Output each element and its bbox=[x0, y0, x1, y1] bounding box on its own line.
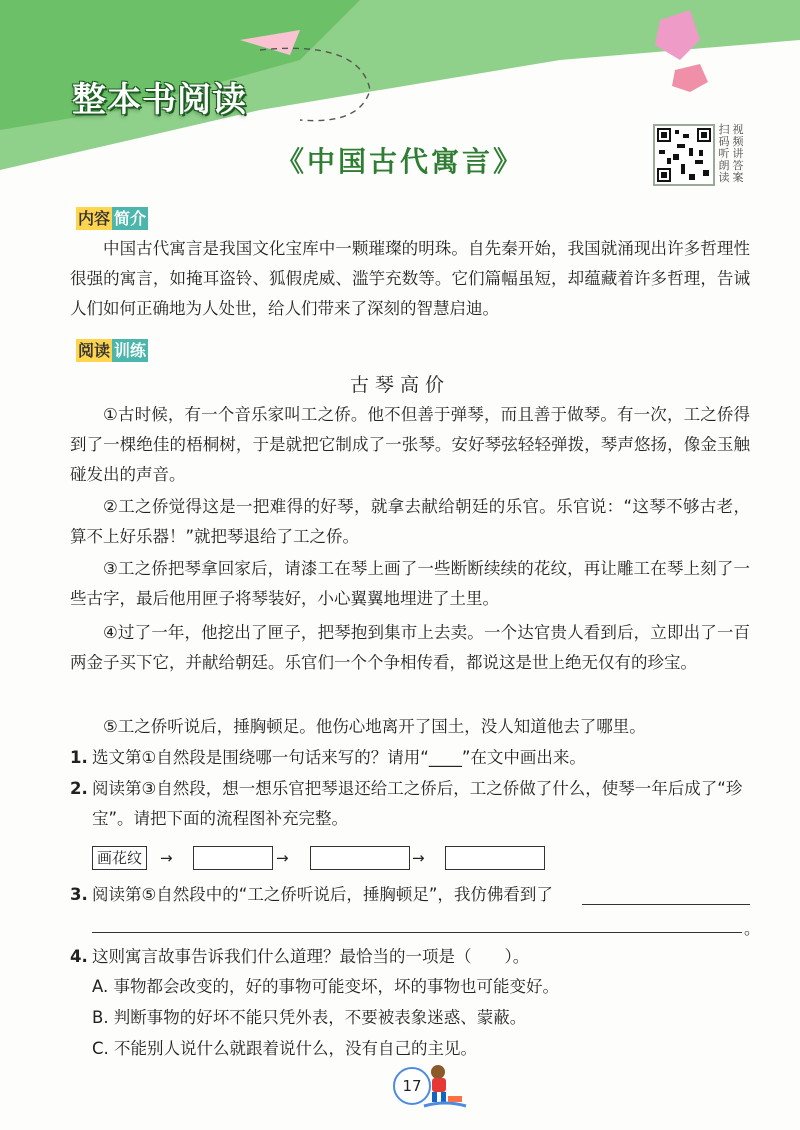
question-3 bbox=[70, 880, 760, 910]
training-tag-a: 阅读 bbox=[78, 341, 111, 360]
option-b[interactable]: B. 判断事物的好坏不能只凭外表，不要被表象迷惑、蒙蔽。 bbox=[92, 1008, 527, 1027]
mascot-icon bbox=[420, 1060, 470, 1110]
question-2 bbox=[70, 774, 760, 834]
flowchart-box-1: 画花纹 bbox=[92, 846, 147, 870]
question-1-number: 1. bbox=[70, 748, 88, 767]
intro-tag bbox=[70, 204, 154, 231]
flowchart-box-4[interactable] bbox=[445, 846, 545, 870]
option-c[interactable]: C. 不能别人说什么就跟着说什么，没有自己的主见。 bbox=[92, 1039, 478, 1058]
question-3-text: 阅读第⑤自然段中的“工之侨听说后，捶胸顿足”，我仿佛看到了 bbox=[92, 885, 553, 904]
flowchart-box-2[interactable] bbox=[193, 846, 273, 870]
question-1 bbox=[70, 743, 760, 773]
question-2-number: 2. bbox=[70, 779, 88, 798]
flowchart-arrow-1: → bbox=[160, 849, 173, 867]
question-1-text: 选文第①自然段是围绕哪一句话来写的？请用“____”在文中画出来。 bbox=[92, 748, 586, 767]
qr-label-1: 扫码听朗读 bbox=[718, 123, 730, 184]
question-4-number: 4. bbox=[70, 947, 88, 966]
story-paragraph-2: ②工之侨觉得这是一把难得的好琴，就拿去献给朝廷的乐官。乐官说：“这琴不够古老，算不上好乐器！”就把琴退给了工之侨。 bbox=[70, 497, 750, 546]
training-tag bbox=[70, 336, 154, 363]
story-title: 古琴高价 bbox=[349, 374, 450, 396]
question-3-period: 。 bbox=[744, 919, 761, 938]
question-3-answer-line-2[interactable] bbox=[92, 932, 742, 933]
qr-code-icon[interactable] bbox=[653, 124, 715, 186]
question-3-answer-line-1[interactable] bbox=[582, 904, 750, 905]
option-a[interactable]: A. 事物都会改变的，好的事物可能变坏，坏的事物也可能变好。 bbox=[92, 977, 559, 996]
flowchart-arrow-2: → bbox=[276, 849, 289, 867]
question-4 bbox=[70, 942, 760, 972]
qr-label-2: 视频讲答案 bbox=[732, 123, 744, 184]
page-number: 17 bbox=[393, 1067, 431, 1105]
book-title: 《中国古代寓言》 bbox=[275, 145, 524, 178]
intro-text: 中国古代寓言是我国文化宝库中一颗璀璨的明珠。自先秦开始，我国就涌现出许多哲理性很强的寓言，如掩耳盗铃、狐假虎威、滥竽充数等。它们篇幅虽短，却蕴藏着许多哲理，告诫人们如何正确地为人处世，给人们带来了深刻的智慧启迪。 bbox=[70, 239, 750, 318]
intro-tag-b: 简介 bbox=[114, 209, 147, 228]
story-paragraph-4: ④过了一年，他挖出了匣子，把琴抱到集市上去卖。一个达官贵人看到后，立即出了一百两金子买下它，并献给朝廷。乐官们一个个争相传看，都说这是世上绝无仅有的珍宝。 bbox=[70, 623, 750, 672]
story-paragraph-1: ①古时候，有一个音乐家叫工之侨。他不但善于弹琴，而且善于做琴。有一次，工之侨得到了一棵绝佳的梧桐树，于是就把它制成了一张琴。安好琴弦轻轻弹拨，琴声悠扬，像金玉触碰发出的声音。 bbox=[70, 405, 750, 484]
question-3-number: 3. bbox=[70, 885, 88, 904]
training-tag-b: 训练 bbox=[114, 341, 147, 360]
flowchart-arrow-3: → bbox=[412, 849, 425, 867]
story-paragraph-5: ⑤工之侨听说后，捶胸顿足。他伤心地离开了国土，没人知道他去了哪里。 bbox=[103, 717, 646, 736]
question-2-text: 阅读第③自然段，想一想乐官把琴退还给工之侨后，工之侨做了什么，使琴一年后成了“珍宝”。请把下面的流程图补充完整。 bbox=[92, 779, 743, 828]
question-4-text: 这则寓言故事告诉我们什么道理？最恰当的一项是（ ）。 bbox=[92, 947, 530, 966]
intro-tag-a: 内容 bbox=[78, 209, 111, 228]
section-title: 整本书阅读 bbox=[72, 80, 247, 120]
story-paragraph-3: ③工之侨把琴拿回家后，请漆工在琴上画了一些断断续续的花纹，再让雕工在琴上刻了一些古字，最后他用匣子将琴装好，小心翼翼地埋进了土里。 bbox=[70, 559, 750, 608]
flowchart-box-3[interactable] bbox=[310, 846, 410, 870]
